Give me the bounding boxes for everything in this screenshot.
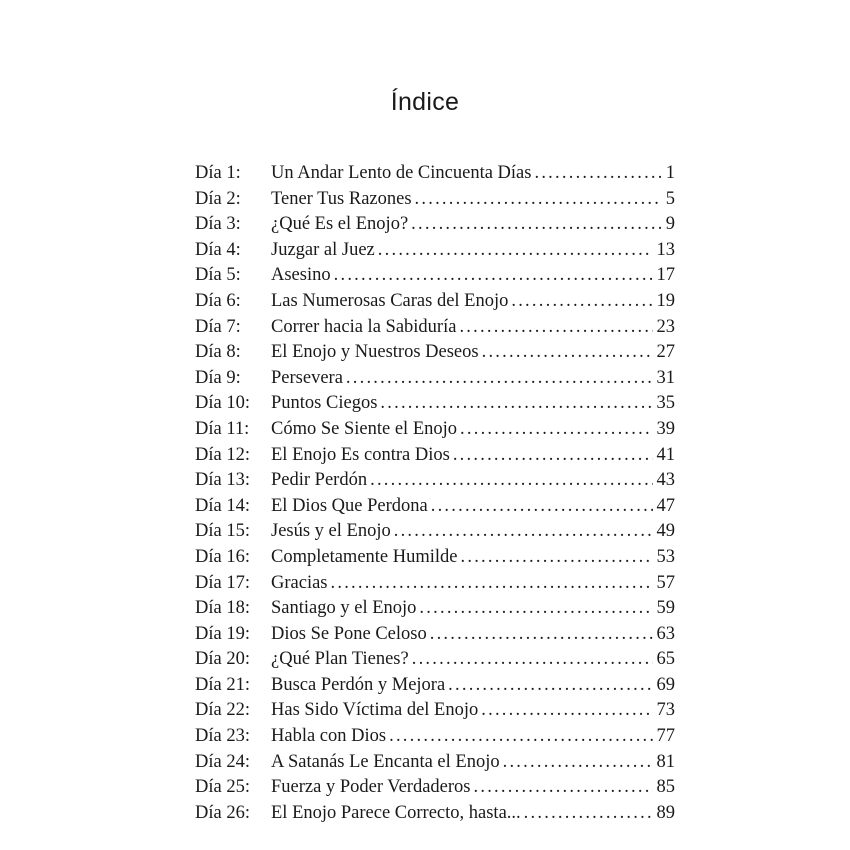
toc-entry-page-number: 41 [656,444,675,465]
toc-entry-title: Cómo Se Siente el Enojo [271,418,458,439]
toc-entry [195,340,675,366]
toc-entry [195,289,675,315]
toc-entry [195,801,675,827]
toc-entry-day: Día 4: [195,239,241,260]
toc-entry [195,187,675,213]
toc-entry-page-number: 89 [656,802,675,823]
toc-entry-title: Fuerza y Poder Verdaderos [271,777,471,798]
toc-entry-page-number: 9 [665,214,675,235]
toc-entry-day: Día 26: [195,802,250,823]
dot-leader [458,545,653,571]
toc-entry-title: Asesino [271,265,331,286]
toc-entry-day: Día 23: [195,726,250,747]
toc-entry [195,673,675,699]
toc-entry-page-number: 77 [656,726,675,747]
toc-entry [195,724,675,750]
toc-entry-title: Dios Se Pone Celoso [271,623,427,644]
dot-leader [450,443,653,469]
toc-entry-title: Correr hacia la Sabiduría [271,316,457,337]
toc-entry-page-number: 19 [656,290,675,311]
toc-entry-title: ¿Qué Plan Tienes? [271,649,409,670]
toc-entry-day: Día 17: [195,572,250,593]
toc-entry-day: Día 22: [195,700,250,721]
toc-entry-day: Día 10: [195,393,250,414]
toc-entry-title: Busca Perdón y Mejora [271,674,446,695]
toc-entry-title: El Enojo y Nuestros Deseos [271,342,479,363]
toc-entry [195,698,675,724]
toc-entry-title: Santiago y el Enojo [271,598,417,619]
toc-entry-page-number: 63 [656,623,675,644]
toc-entry-title: Habla con Dios [271,726,387,747]
toc-entry [195,161,675,187]
toc-entry-title: Un Andar Lento de Cincuenta Días [271,163,532,183]
toc-entry-title: Has Sido Víctima del Enojo [271,700,479,721]
toc-entry-title: Pedir Perdón [271,470,368,491]
toc-entry-page-number: 59 [656,598,675,619]
toc-entry-title: El Dios Que Perdona [271,495,428,516]
toc-entry-page-number: 73 [656,700,675,721]
dot-leader [328,571,653,597]
toc-entry-page-number: 17 [656,265,675,286]
toc-entry [195,647,675,673]
toc-entry-title: Jesús y el Enojo [271,521,391,542]
dot-leader [367,468,652,494]
toc-entry-day: Día 12: [195,444,250,465]
toc-entry [195,519,675,545]
toc-entry-page-number: 69 [656,674,675,695]
toc-entry [195,238,675,264]
toc-entry-day: Día 11: [195,418,250,439]
dot-leader [500,750,653,776]
toc-entry-page-number: 23 [656,316,675,337]
dot-leader [408,212,661,238]
toc-entry-day: Día 15: [195,521,250,542]
toc-entry-title: El Enojo Es contra Dios [271,444,450,465]
dot-leader [531,161,661,187]
toc-entry-day: Día 24: [195,751,250,772]
toc-entry [195,775,675,801]
toc-entry-page-number: 27 [656,342,675,363]
toc-entry-title: Juzgar al Juez [271,239,375,260]
toc-entry [195,596,675,622]
toc-entry [195,468,675,494]
dot-leader [343,366,653,392]
toc-entry-day: Día 16: [195,546,250,567]
toc-entry-day: Día 6: [195,290,241,311]
dot-leader [331,263,653,289]
toc-entry-page-number: 43 [656,470,675,491]
toc-entry-page-number: 53 [656,546,675,567]
toc-entry-page-number: 35 [656,393,675,414]
dot-leader [457,417,652,443]
toc-entry-day: Día 3: [195,214,241,235]
dot-leader [391,519,653,545]
toc-entry [195,545,675,571]
toc-entry-title: El Enojo Parece Correcto, hasta... [271,802,521,823]
toc-entry-day: Día 9: [195,367,241,388]
toc-entry-title: Completamente Humilde [271,546,458,567]
toc-entry [195,494,675,520]
toc-entry-page-number: 85 [656,777,675,798]
dot-leader [386,724,652,750]
dot-leader [412,187,661,213]
dot-leader [416,596,652,622]
toc-entry-day: Día 1: [195,163,241,183]
toc-entry [195,391,675,417]
toc-entry-page-number: 65 [656,649,675,670]
toc-entry [195,315,675,341]
toc-entry-day: Día 7: [195,316,241,337]
toc-entry-day: Día 13: [195,470,250,491]
dot-leader [521,801,653,827]
dot-leader [456,315,652,341]
dot-leader [478,698,652,724]
toc-entry-title: ¿Qué Es el Enojo? [271,214,409,235]
toc-entry [195,417,675,443]
page-title: Índice [390,88,460,116]
toc-entry-page-number: 47 [656,495,675,516]
dot-leader [375,238,653,264]
toc-entry-page-number: 81 [656,751,675,772]
toc-entry-day: Día 8: [195,342,241,363]
toc-entry-day: Día 5: [195,265,241,286]
toc-entry-day: Día 25: [195,777,250,798]
dot-leader [508,289,652,315]
toc-entry [195,622,675,648]
toc-entry-page-number: 1 [665,163,675,183]
toc-entry-day: Día 20: [195,649,250,670]
toc-entry-day: Día 2: [195,188,241,209]
toc-entry [195,443,675,469]
table-of-contents [195,161,675,826]
toc-entry [195,750,675,776]
dot-leader [445,673,652,699]
toc-entry [195,263,675,289]
toc-entry-page-number: 39 [656,418,675,439]
toc-entry-title: A Satanás Le Encanta el Enojo [271,751,500,772]
toc-entry-page-number: 13 [656,239,675,260]
dot-leader [409,647,653,673]
toc-entry [195,366,675,392]
dot-leader [428,494,653,520]
toc-entry-title: Puntos Ciegos [271,393,378,414]
toc-entry-page-number: 31 [656,367,675,388]
toc-entry [195,571,675,597]
toc-entry-title: Tener Tus Razones [271,188,412,209]
toc-entry-day: Día 18: [195,598,250,619]
toc-entry-day: Día 21: [195,674,250,695]
dot-leader [377,391,652,417]
toc-entry-day: Día 19: [195,623,250,644]
dot-leader [479,340,653,366]
toc-entry-title: Persevera [271,367,343,388]
dot-leader [471,775,653,801]
toc-entry-page-number: 49 [656,521,675,542]
toc-entry-page-number: 5 [665,188,675,209]
toc-entry-day: Día 14: [195,495,250,516]
toc-entry-page-number: 57 [656,572,675,593]
toc-entry-title: Gracias [271,572,328,593]
toc-entry-title: Las Numerosas Caras del Enojo [271,290,509,311]
toc-entry [195,212,675,238]
dot-leader [427,622,653,648]
